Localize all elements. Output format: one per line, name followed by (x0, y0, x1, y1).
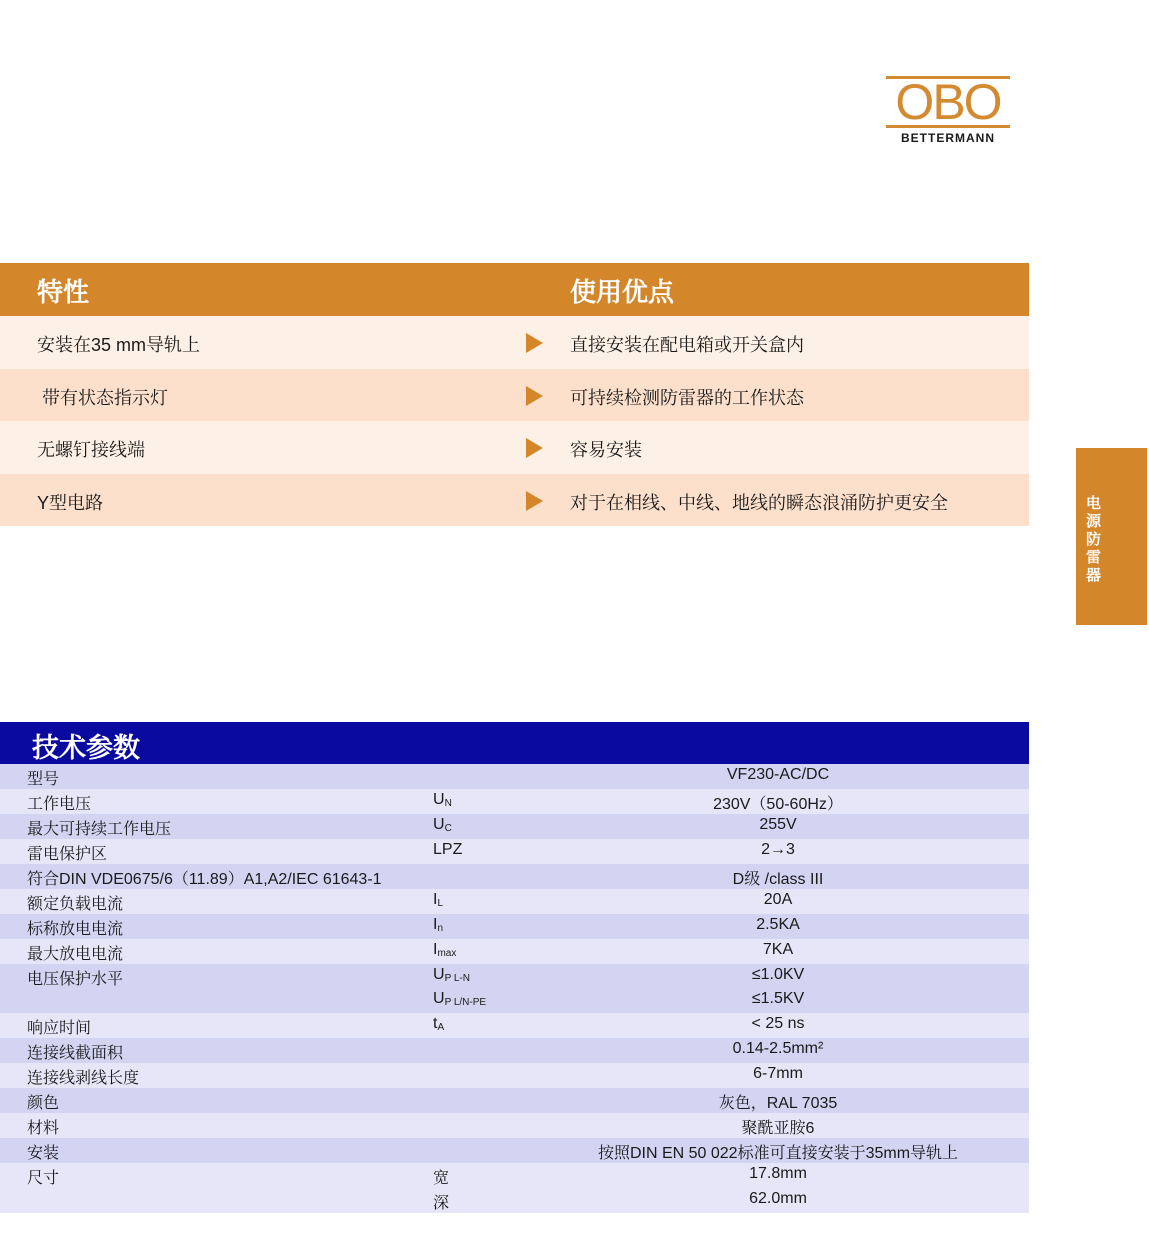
feature-row (0, 474, 1029, 527)
tech-spec-row (0, 964, 1029, 989)
param-value: 255V (759, 815, 797, 833)
tech-spec-row (0, 1013, 1029, 1038)
param-value: 17.8mm (749, 1165, 807, 1182)
tech-spec-title: 技术参数 (32, 733, 140, 763)
param-symbol (433, 1165, 449, 1188)
symbol-main: I (433, 915, 438, 933)
logo-wordmark: BETTERMANN (901, 131, 995, 145)
symbol-main: 深 (433, 1194, 450, 1212)
param-label: 标称放电电流 (27, 920, 124, 938)
tech-spec-row (0, 789, 1029, 814)
param-symbol (433, 916, 443, 934)
benefit-text: 可持续检测防雷器的工作状态 (570, 387, 804, 408)
benefits-header-label: 使用优点 (570, 277, 675, 307)
param-label: 最大可持续工作电压 (27, 820, 172, 838)
features-table (0, 263, 1029, 526)
param-label: 工作电压 (27, 795, 92, 813)
tech-spec-row (0, 988, 1029, 1013)
param-value: VF230-AC/DC (726, 766, 830, 783)
arrow-right-icon (526, 333, 543, 353)
tech-spec-row (0, 764, 1029, 789)
feature-row (0, 369, 1029, 422)
feature-text: Y型电路 (37, 492, 104, 513)
param-label: 材料 (27, 1120, 60, 1138)
param-label: 颜色 (27, 1095, 60, 1113)
param-value: 0.14-2.5mm² (732, 1040, 824, 1058)
symbol-main: t (433, 1015, 438, 1033)
feature-text: 无螺钉接线端 (37, 440, 145, 460)
param-label: 雷电保护区 (27, 845, 108, 863)
param-value: 6-7mm (753, 1065, 803, 1083)
obo-bettermann-logo (886, 74, 1012, 146)
tech-spec-row (0, 814, 1029, 839)
logo-mark: OBO (886, 76, 1010, 128)
param-symbol (433, 791, 452, 809)
symbol-subscript: N (444, 797, 452, 809)
param-label: 连接线截面积 (27, 1045, 124, 1063)
symbol-subscript: P L/N-PE (444, 997, 487, 1009)
symbol-main: I (433, 940, 438, 958)
tech-spec-table (0, 722, 1029, 1213)
tech-spec-row (0, 1038, 1029, 1063)
param-value: 聚酰亚胺6 (741, 1120, 815, 1138)
symbol-main: U (433, 790, 445, 808)
symbol-main: LPZ (433, 840, 463, 858)
arrow-right-icon (526, 491, 543, 511)
tech-spec-row (0, 914, 1029, 939)
arrow-right-icon (526, 438, 543, 458)
symbol-main: U (433, 965, 445, 983)
param-value: 20A (763, 890, 793, 908)
side-tab[interactable] (1076, 448, 1147, 625)
benefit-text: 对于在相线、中线、地线的瞬态浪涌防护更安全 (570, 492, 948, 513)
param-symbol (433, 816, 452, 834)
feature-row (0, 421, 1029, 474)
tech-spec-row (0, 1163, 1029, 1188)
param-value: < 25 ns (751, 1015, 805, 1033)
param-value: ≤1.5KV (751, 990, 805, 1008)
symbol-subscript: C (444, 822, 452, 834)
param-value: 灰色，RAL 7035 (718, 1095, 838, 1113)
param-value: 62.0mm (749, 1189, 807, 1207)
tech-spec-row (0, 1088, 1029, 1113)
side-tab-label: 电源防雷器 (1086, 495, 1102, 584)
arrow-right-icon (526, 386, 543, 406)
param-value: 2→3 (761, 840, 795, 858)
param-symbol (433, 1015, 444, 1033)
param-value: 7KA (762, 940, 794, 958)
tech-spec-row (0, 1063, 1029, 1088)
param-label: 连接线剥线长度 (27, 1070, 140, 1088)
symbol-subscript: A (437, 1022, 445, 1034)
symbol-main: 宽 (433, 1170, 450, 1187)
param-symbol (433, 891, 443, 909)
symbol-subscript: L (437, 897, 444, 909)
param-label: 最大放电电流 (27, 945, 124, 963)
symbol-main: U (433, 815, 445, 833)
param-value: 按照DIN EN 50 022标准可直接安装于35mm导轨上 (597, 1145, 959, 1163)
symbol-main: I (433, 890, 438, 908)
param-symbol (433, 941, 456, 959)
param-label: 符合DIN VDE0675/6（11.89）A1,A2/IEC 61643-1 (27, 870, 382, 888)
param-label: 额定负载电流 (27, 895, 124, 913)
tech-spec-row (0, 839, 1029, 864)
param-symbol (433, 1190, 449, 1213)
tech-spec-row (0, 939, 1029, 964)
tech-spec-row (0, 1188, 1029, 1213)
param-value: 230V（50-60Hz） (713, 795, 843, 813)
tech-spec-row (0, 864, 1029, 889)
param-label: 安装 (27, 1145, 60, 1163)
features-header-label: 特性 (37, 277, 90, 307)
feature-text: 带有状态指示灯 (37, 387, 169, 408)
tech-spec-body (0, 764, 1029, 1213)
param-label: 响应时间 (27, 1020, 92, 1038)
symbol-main: U (433, 990, 445, 1008)
param-symbol (433, 841, 462, 859)
feature-text: 安装在35 mm导轨上 (37, 335, 201, 355)
param-symbol (433, 990, 486, 1008)
param-symbol (433, 966, 470, 984)
param-value: D级 /class III (732, 870, 824, 888)
feature-row (0, 316, 1029, 369)
benefit-text: 容易安装 (570, 440, 642, 460)
tech-spec-row (0, 889, 1029, 914)
tech-spec-header (0, 722, 1029, 764)
param-value: ≤1.0KV (751, 965, 805, 983)
symbol-subscript: P L-N (444, 972, 470, 984)
param-label: 型号 (27, 771, 60, 788)
param-value: 2.5KA (756, 915, 800, 933)
param-label: 尺寸 (27, 1170, 60, 1187)
tech-spec-row (0, 1113, 1029, 1138)
tech-spec-row (0, 1138, 1029, 1163)
benefit-text: 直接安装在配电箱或开关盒内 (570, 335, 804, 355)
features-header (0, 263, 1029, 316)
symbol-subscript: max (437, 947, 457, 959)
param-label: 电压保护水平 (27, 970, 124, 988)
symbol-subscript: n (437, 922, 444, 934)
